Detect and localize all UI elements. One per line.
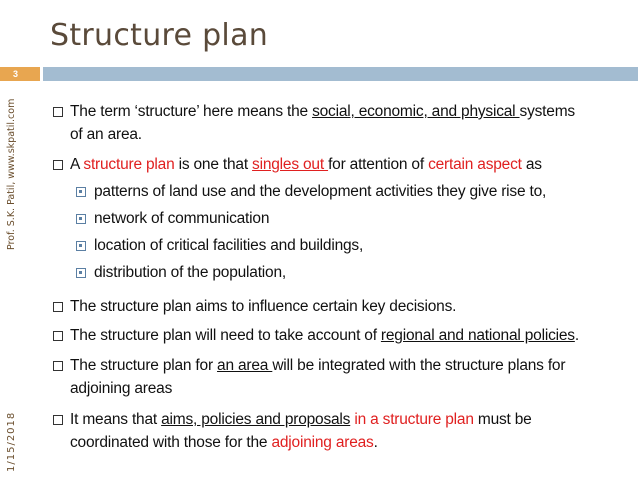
bullet-6-text: It means that bbox=[70, 411, 162, 428]
bullet-4 bbox=[70, 324, 625, 347]
bullet-4-text: The structure plan will need to take account of bbox=[70, 327, 381, 344]
bullet-6-red: in a structure plan bbox=[350, 411, 474, 428]
bullet-2-red-structure-plan: structure plan bbox=[83, 156, 175, 173]
bullet-1 bbox=[70, 100, 625, 146]
bullet-6-line2: coordinated with those for the bbox=[70, 434, 272, 451]
bullet-6 bbox=[70, 408, 625, 454]
bullet-4-underlined: regional and national policies bbox=[380, 327, 575, 344]
side-date-text: 1/15/2018 bbox=[6, 411, 17, 472]
bullet-5 bbox=[70, 354, 625, 400]
bullet-2-text: A bbox=[70, 156, 84, 173]
slide-number: 3 bbox=[13, 69, 19, 79]
bullet-5-text: The structure plan for bbox=[70, 357, 218, 374]
sub-bullet-2: network of communication bbox=[94, 210, 270, 227]
sub-bullet-1: patterns of land use and the development activities they give rise to, bbox=[94, 183, 547, 200]
sub-bullet-icon bbox=[76, 187, 86, 197]
bullet-3: The structure plan aims to influence certain key decisions. bbox=[70, 298, 457, 315]
sub-bullet-4: distribution of the population, bbox=[94, 264, 286, 281]
square-bullet-icon bbox=[53, 361, 63, 371]
bullet-2-text-2: is one that bbox=[174, 156, 253, 173]
slide-title: Structure plan bbox=[50, 18, 269, 53]
bullet-1-line2: of an area. bbox=[70, 126, 142, 143]
square-bullet-icon bbox=[53, 415, 63, 425]
square-bullet-icon bbox=[53, 160, 63, 170]
bullet-6-red-adjoining: adjoining areas bbox=[271, 434, 374, 451]
bullet-1-text-end: systems bbox=[519, 103, 575, 120]
bullet-6-underlined: aims, policies and proposals bbox=[161, 411, 351, 428]
sub-bullet-icon bbox=[76, 214, 86, 224]
bullet-1-text: The term ‘structure’ here means the bbox=[70, 103, 313, 120]
bullet-4-text-end: . bbox=[574, 327, 579, 344]
square-bullet-icon bbox=[53, 107, 63, 117]
bullet-5-line2: adjoining areas bbox=[70, 380, 173, 397]
bullet-6-text-end: . bbox=[373, 434, 378, 451]
square-bullet-icon bbox=[53, 331, 63, 341]
bullet-5-text-end: will be integrated with the structure plans for bbox=[272, 357, 566, 374]
bullet-2-red-certain-aspect: certain aspect bbox=[428, 156, 522, 173]
sub-bullet-icon bbox=[76, 268, 86, 278]
bullet-6-text-2: must be bbox=[473, 411, 532, 428]
bullet-1-underlined: social, economic, and physical bbox=[312, 103, 520, 120]
bullet-2-text-3: for attention of bbox=[328, 156, 429, 173]
bullet-2 bbox=[70, 153, 625, 176]
sub-bullet-icon bbox=[76, 241, 86, 251]
bullet-2-text-end: as bbox=[521, 156, 542, 173]
sub-bullet-3: location of critical facilities and buildings, bbox=[94, 237, 364, 254]
side-author-text: Prof. S.K. Patil, www.skpatil.com bbox=[6, 98, 17, 250]
bullet-5-underlined: an area bbox=[217, 357, 273, 374]
square-bullet-icon bbox=[53, 302, 63, 312]
bullet-2-red-underlined: singles out bbox=[252, 156, 329, 173]
